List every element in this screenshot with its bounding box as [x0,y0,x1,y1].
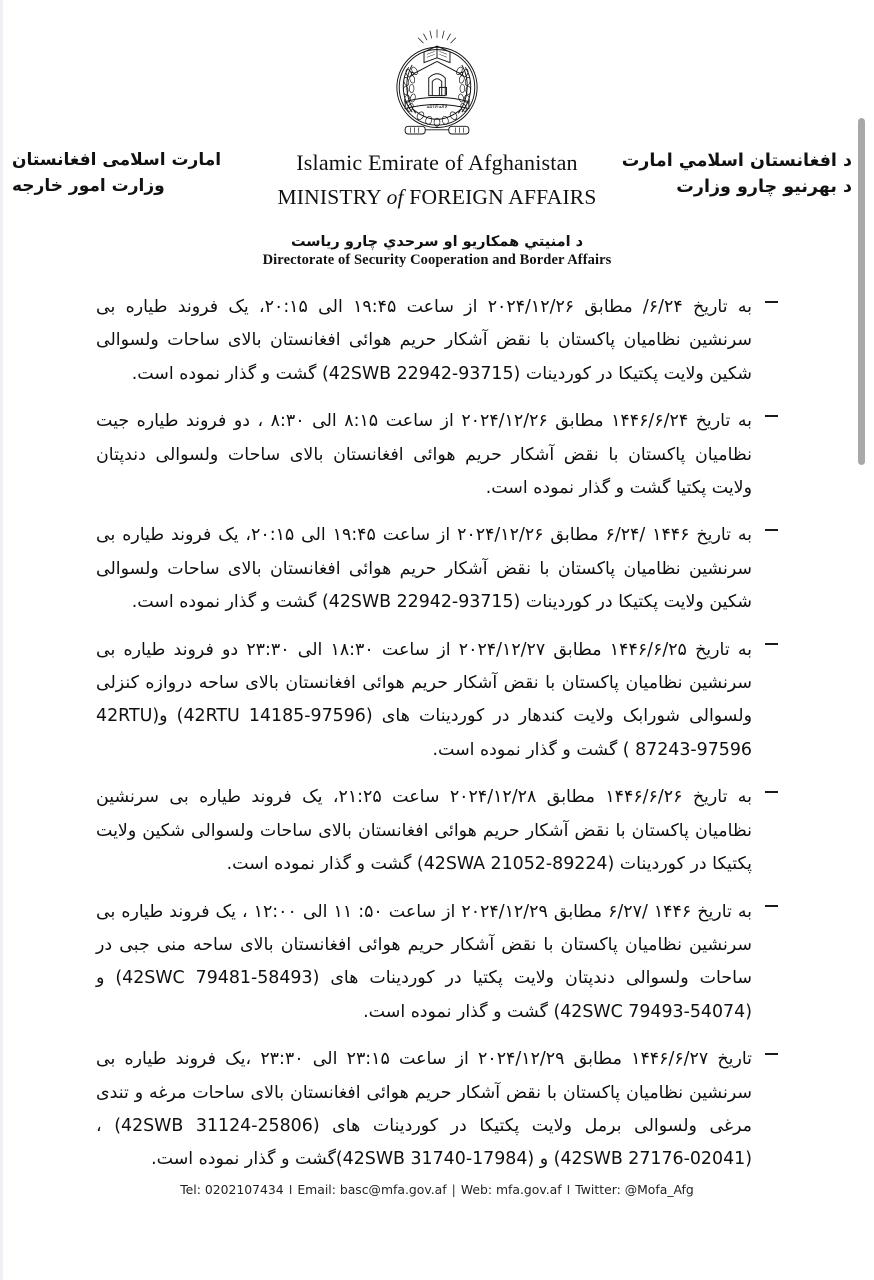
list-item [96,519,778,619]
bullet-dash-icon [765,1053,778,1055]
bullet-dash-icon [765,301,778,303]
header-dari-line2: وزارت امور خارجه [12,175,165,196]
list-item-text: به تاریخ ۱۴۴۶ /۶/۲۷ مطابق ۲۰۲۴/۱۲/۲۹ از ساعت ۵۰: ۱۱ الی ۱۲:۰۰ ، یک فروند طیاره بی سرنشین نظامیان پاکستان با نقض آشکار حریم هوائی افغانستان بالای ساحه منی جبی در ساحات ولسوالی دندپتان ولایت پکتیا در کوردینات های (42SWC 79481-58493) و (42SWC 79493-54074) گشت و گذار نموده است. [96,901,753,1022]
vertical-scrollbar-thumb[interactable] [858,118,865,465]
header-english-line2-post: FOREIGN AFFAIRS [403,185,597,209]
footer-twitter[interactable]: Twitter: @Mofa_Afg [575,1182,694,1197]
list-item [96,896,778,1030]
list-item-text: به تاریخ ۱۴۴۶ /۶/۲۴ مطابق ۲۰۲۴/۱۲/۲۶ از ساعت ۱۹:۴۵ الی ۲۰:۱۵، یک فروند طیاره بی سرنشین نظامیان پاکستان با نقض آشکار حریم هوائی افغانستان بالای ساحات ولسوالی شکین ولایت پکتیکا در کوردینات (42SWB 22942-93715) گشت و گذار نموده است. [96,525,753,613]
header-pashto-line2: د بهرنیو چارو وزارت [676,177,852,198]
list-item-text: به تاریخ ۱۴۴۶/۶/۲۴ مطابق ۲۰۲۴/۱۲/۲۶ از ساعت ۸:۱۵ الی ۸:۳۰ ، دو فروند طیاره جیت نظامیان پاکستان با نقض آشکار حریم هوائی افغانستان بالای ساحات ولسوالی دندپتان ولایت پکتیا گشت و گذار نموده است. [96,411,753,499]
bullet-dash-icon [765,905,778,907]
list-item-text: به تاریخ ۱۴۴۶/۶/۲۶ مطابق ۲۰۲۴/۱۲/۲۸ ساعت ۲۱:۲۵، یک فروند طیاره بی سرنشین نظامیان پاکستان با نقض آشکار حریم هوائی افغانستان بالای ساحات ولسوالی شکین ولایت پکتیکا در کوردینات (42SWA 21052-89224) گشت و گذار نموده است. [96,787,752,875]
letterhead [0,0,874,269]
bullet-dash-icon [765,643,778,645]
header-english-line2-pre: MINISTRY [277,185,387,209]
bullet-dash-icon [765,791,778,793]
footer-tel: Tel: 0202107434 [180,1182,284,1197]
header-english-line2-of: of [386,185,404,209]
list-item [96,634,778,768]
vertical-scrollbar-track[interactable] [858,0,874,1280]
emblem-of-afghanistan-icon [378,26,496,144]
footer-separator: I [566,1182,571,1197]
footer-separator: | [451,1182,456,1197]
list-item [96,405,778,505]
bullet-dash-icon [765,415,778,417]
list-item-text: به تاریخ ۱۴۴۶/۶/۲۵ مطابق ۲۰۲۴/۱۲/۲۷ از ساعت ۱۸:۳۰ الی ۲۳:۳۰ دو فروند طیاره بی سرنشین نظامیان پاکستان با نقض آشکار حریم هوائی افغانستان بالای ساحه دروازه کنزلی ولسوالی شورابک ولایت کندهار در کوردینات های (42RTU 14185-97596) و(42RTU 87243-97596 ) گشت و گذار نموده است. [96,639,753,760]
emblem-container [0,26,874,144]
footer-separator: I [288,1182,293,1197]
footer-email[interactable]: Email: basc@mfa.gov.af [297,1182,447,1197]
footer-contact-bar [0,1182,874,1197]
list-item-text: تاریخ ۱۴۴۶/۶/۲۷ مطابق ۲۰۲۴/۱۲/۲۹ از ساعت ۲۳:۱۵ الی ۲۳:۳۰ ،یک فروند طیاره بی سرنشین نظامیان پاکستان با نقض آشکار حریم هوائی افغانستان بالای ساحات مرغه و تندی مرغی ولسوالی برمل ولایت پکتیکا در کوردینات های (42SWB 31124-25806) ، (42SWB 27176-02041) و (42SWB 31740-17984)گشت و گذار نموده است. [96,1049,753,1170]
list-item-text: به تاریخ ‎/۶/۲۴ مطابق ۲۰۲۴/۱۲/۲۶ از ساعت ۱۹:۴۵ الی ۲۰:۱۵، یک فروند طیاره بی سرنشین نظامیان پاکستان با نقض آشکار حریم هوائی افغانستان بالای ساحات ولسوالی شکین ولایت پکتیکا در کوردینات (42SWB 22942-93715) گشت و گذار نموده است. [96,297,752,384]
list-item [96,291,778,391]
list-item [96,781,778,881]
directorate-pashto: د امنیتي همکاریو او سرحدي چارو ریاست [290,234,584,250]
svg-text:لااله‌الاالله: لااله‌الاالله [426,104,448,111]
bullet-dash-icon [765,529,778,531]
header-title-dari [12,148,221,199]
directorate-subtitle [0,234,874,269]
header-titles-row [0,148,874,220]
header-pashto-line1: د افغانستان اسلامي امارت [621,151,852,171]
list-item [96,1043,778,1177]
header-dari-line1: امارت اسلامی افغانستان [12,150,222,170]
incident-list [0,291,874,1177]
footer-web[interactable]: Web: mfa.gov.af [460,1182,562,1197]
header-english-line1: Islamic Emirate of Afghanistan [296,150,578,175]
directorate-english: Directorate of Security Cooperation and Border Affairs [262,252,612,268]
